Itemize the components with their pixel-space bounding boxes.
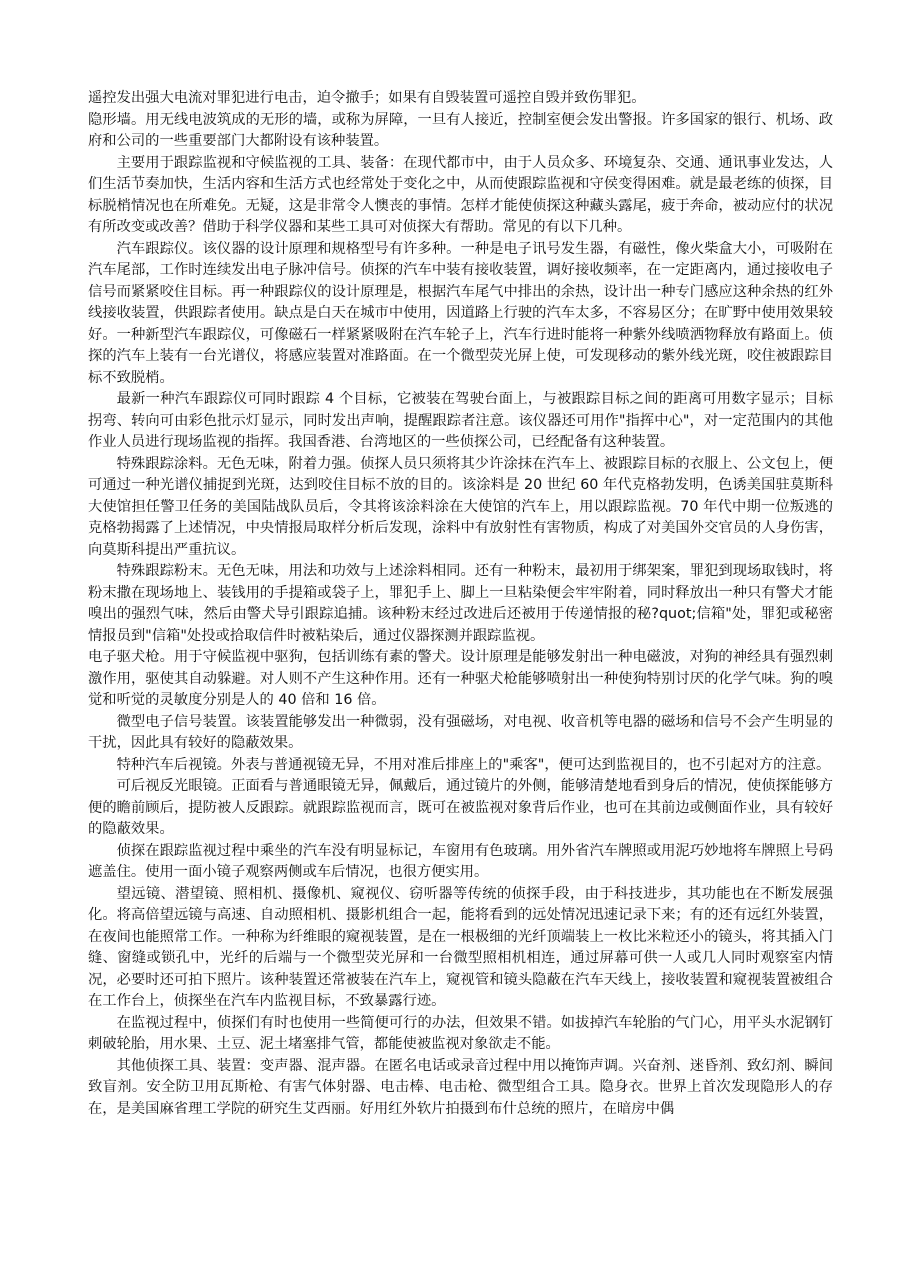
- paragraph-9: 微型电子信号装置。该装置能够发出一种微弱，没有强磁场，对电视、收音机等电器的磁场和信号不会产生明显的干扰，因此具有较好的隐蔽效果。: [88, 713, 833, 751]
- paragraph-11: 可后视反光眼镜。正面看与普通眼镜无异，佩戴后，通过镜片的外侧，能够清楚地看到身后的情况，使侦探能够方便的瞻前顾后，提防被人反跟踪。就跟踪监视而言，既可在被监视对象背后作业，也可在其前边或侧面作业，具有较好的隐蔽效果。: [88, 778, 833, 837]
- paragraph-12: 侦探在跟踪监视过程中乘坐的汽车没有明显标记，车窗用有色玻璃。用外省汽车牌照或用泥巧妙地将车牌照上号码遮盖住。使用一面小镜子观察两侧或车后情况，也很方便实用。: [88, 842, 833, 880]
- paragraph-8: 电子驱犬枪。用于守候监视中驱狗，包括训练有素的警犬。设计原理是能够发射出一种电磁波，对狗的神经具有强烈刺激作用，驱使其自动躲避。对人则不产生这种作用。还有一种驱犬枪能够喷射出一种使狗特别讨厌的化学气味。狗的嗅觉和听觉的灵敏度分别是人的 40 倍和 16 倍。: [88, 649, 833, 708]
- document-page: [88, 88, 833, 1120]
- paragraph-2: 隐形墙。用无线电波筑成的无形的墙，或称为屏障，一旦有人接近，控制室便会发出警报。许多国家的银行、机场、政府和公司的一些重要部门大都附设有该种装置。: [88, 111, 833, 149]
- paragraph-1: 遥控发出强大电流对罪犯进行电击，迫令撤手；如果有自毁装置可遥控自毁并致伤罪犯。: [88, 90, 646, 106]
- paragraph-10: 特种汽车后视镜。外表与普通视镜无异，不用对准后排座上的"乘客"，便可达到监视目的，也不引起对方的注意。: [116, 756, 831, 773]
- paragraph-14: 在监视过程中，侦探们有时也使用一些简便可行的办法，但效果不错。如拔掉汽车轮胎的气门心，用平头水泥钢钉刺破轮胎，用水果、土豆、泥土堵塞排气管，都能使被监视对象欲走不能。: [88, 1014, 833, 1052]
- paragraph-6: 特殊跟踪涂料。无色无味，附着力强。侦探人员只须将其少许涂抹在汽车上、被跟踪目标的衣服上、公文包上，便可通过一种光谱仪捕捉到光斑，达到咬住目标不放的目的。该涂料是 20 世纪 60 年代克格勃发明，色诱美国驻莫斯科大使馆担任警卫任务的美国陆战队员后，令其将该涂料涂在大使馆的汽车上，用以跟踪监视。70 年代中期一位叛逃的克格勃揭露了上述情况，中央情报局取样分析后发现，涂料中有放射性有害物质，构成了对美国外交官员的人身伤害，向莫斯科提出严重抗议。: [88, 455, 833, 558]
- paragraph-4: 汽车跟踪仪。该仪器的设计原理和规格型号有许多种。一种是电子讯号发生器，有磁性，像火柴盒大小，可吸附在汽车尾部，工作时连续发出电子脉冲信号。侦探的汽车中装有接收装置，调好接收频率，在一定距离内，通过接收电子信号而紧紧咬住目标。再一种跟踪仪的设计原理是，根据汽车尾气中排出的余热，设计出一种专门感应这种余热的红外线接收装置，供跟踪者使用。缺点是白天在城市中使用，因道路上行驶的汽车太多，不容易区分；在旷野中使用效果较好。一种新型汽车跟踪仪，可像磁石一样紧紧吸附在汽车轮子上，汽车行进时能将一种紫外线喷洒物释放有路面上。侦探的汽车上装有一台光谱仪，将感应装置对准路面。在一个微型荧光屏上使，可发现移动的紫外线光斑，咬住被跟踪目标不致脱梢。: [88, 240, 833, 386]
- paragraph-13: 望远镜、潜望镜、照相机、摄像机、窥视仪、窃听器等传统的侦探手段，由于科技进步，其功能也在不断发展强化。将高倍望远镜与高速、自动照相机、摄影机组合一起，能将看到的远处情况迅速记录下来；有的还有远红外装置，在夜间也能照常工作。一种称为纤维眼的窥视装置，是在一根极细的光纤顶端装上一枚比米粒还小的镜头，将其插入门缝、窗缝或锁孔中，光纤的后端与一个微型荧光屏和一台微型照相机相连，通过屏幕可供一人或几人同时观察室内情况，必要时还可拍下照片。该种装置还常被装在汽车上，窥视管和镜头隐蔽在汽车天线上，接收装置和窥视装置被组合在工作台上，侦探坐在汽车内监视目标，不致暴露行迹。: [88, 885, 833, 1009]
- paragraph-15: 其他侦探工具、装置：变声器、混声器。在匿名电话或录音过程中用以掩饰声调。兴奋剂、迷昏剂、致幻剂、瞬间致盲剂。安全防卫用瓦斯枪、有害气体射器、电击棒、电击枪、微型组合工具。隐身衣。世界上首次发现隐形人的存在，是美国麻省理工学院的研究生艾西丽。好用红外软片拍摄到布什总统的照片，在暗房中偶: [88, 1057, 833, 1117]
- paragraph-3: 主要用于跟踪监视和守候监视的工具、装备：在现代都市中，由于人员众多、环境复杂、交通、通讯事业发达，人们生活节奏加快，生活内容和生活方式也经常处于变化之中，从而使跟踪监视和守侯变得困难。就是最老练的侦探，目标脱梢情况也在所难免。无疑，这是非常令人懊丧的事情。怎样才能使侦探这种藏头露尾，疲于奔命，被动应付的状况有所改变或改善？借助于科学仪器和某些工具可对侦探大有帮助。常见的有以下几种。: [88, 154, 833, 235]
- paragraph-7: 特殊跟踪粉末。无色无味，用法和功效与上述涂料相同。还有一种粉末，最初用于绑架案，罪犯到现场取钱时，将粉末撒在现场地上、装钱用的手提箱或袋子上，罪犯手上、脚上一旦粘染便会牢牢附着，同时释放出一种只有警犬才能嗅出的强烈气味，然后由警犬导引跟踪追捕。该种粉末经过改进后还被用于传递情报的秘?quot;信箱"处，罪犯或秘密情报员到"信箱"处投或拾取信件时被粘染后，通过仪器探测并跟踪监视。: [88, 563, 833, 644]
- paragraph-5: 最新一种汽车跟踪仪可同时跟踪 4 个目标，它被装在驾驶台面上，与被跟踪目标之间的距离可用数字显示；目标拐弯、转向可由彩色批示灯显示，同时发出声响，提醒跟踪者注意。该仪器还可用作"指挥中心"，对一定范围内的其他作业人员进行现场监视的指挥。我国香港、台湾地区的一些侦探公司，已经配备有这种装置。: [88, 391, 833, 450]
